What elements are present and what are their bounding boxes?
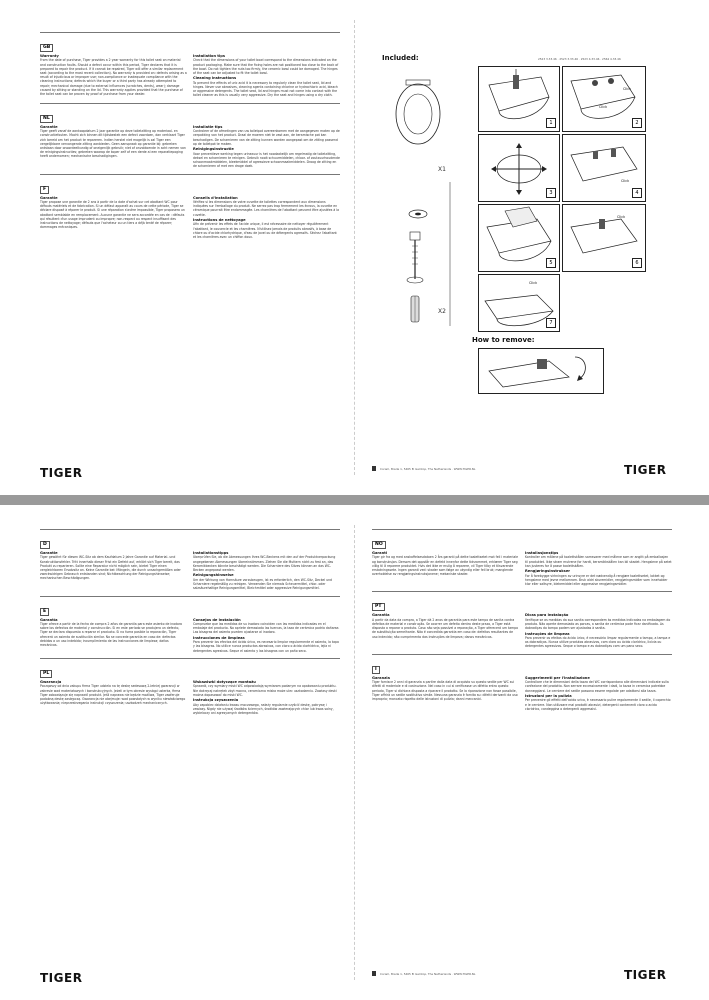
section-heading: Garantie: [40, 195, 58, 200]
language-section-nl: [40, 103, 340, 170]
section-heading: Gwarancja: [40, 680, 62, 685]
click-label: Click: [529, 281, 538, 285]
installation-column: [193, 196, 340, 241]
section-text: Controleer of de afmetingen van uw toiletpot overeenkomen met de aangegeven maten op de verpakking van het product. Draai de moeren niet te vast aan, de keramische pot kan beschadigen. De scharnieren van de zitting kunnen worden aangepast om de zitting passend op de toiletpot te maken.: [193, 129, 340, 146]
language-section-pt: [372, 591, 672, 649]
section-heading: Warranty: [40, 54, 59, 58]
warranty-column: [372, 676, 519, 712]
section-text: Per prevenire gli effetti dell'acido urico, è necessario pulire regolarmente il sedile, il coperchio e le cerniere. Non utilizzare mai prodotti abrasivi, detergenti contenenti cloro o acido cloridrico, candeggina o detergenti aggressivi.: [525, 698, 671, 711]
section-heading: Garantie: [40, 551, 58, 555]
section-text: Sprawdź, czy wymiary miski WC odpowiadają wymiarom podanym na opakowaniu produktu. Nie dokręcaj nakrętek zbyt mocno, ceramiczna miska może ulec uszkodzeniu. Zawiasy deski można dopasować do miski WC.: [193, 684, 337, 697]
section-heading: Rengjøringsinstrukser: [525, 569, 571, 574]
seat-quantity: X1: [438, 166, 446, 173]
text-column-back-right: [372, 529, 672, 959]
section-text: Tiger fornisce 2 anni di garanzia a partire dalla data di acquisto su questo sedile per WC sui difetti di materiale e di costruzione. Nel caso in cui si verificasse un difetto entro questo periodo, Tiger si dichiara disposta a riparare il prodotto. Se la riparazione non fosse possibile, Tiger offrirà un sedile sostitutivo simile. Nessuna garanzia è fornita su: difetti derivanti da uso improprio; mancato rispetto delle istruzioni di pulizia; danni meccanici.: [372, 680, 518, 702]
section-text: From the date of purchase, Tiger provides a 2 year warranty for this toilet seat on material and construction faults. Should a defect occur within this period, Tiger declares that it is prepared to repair the product. If it cannot be repaired, Tiger will offer a similar replacement seat (according to the most recent collection). No warranty is provided on: defects arising as a result of injudicious or improper use; non-compliance or inadequate compliance with the cleaning instructions; defects which the buyer or a third party has already attempted to repair; mechanical damage (due to external influences (scratches, dents), wear); damage caused by sitting or standing on the lid. This warranty applies provided that the purchase of the toilet seat can be proven by proof of purchase from your dealer.: [40, 58, 187, 97]
section-text: Voor preventieve werking tegen urinezuur is het noodzakelijk om regelmatig de toiletzitting, deksel en scharnieren te reinigen. Gebruik nooit schuurmiddelen, chloor- of zoutzuurhoudende schoonmaakmiddelen, bleekmiddel of agressieve schoonmaakmiddelen. Droog de zitting en de scharnieren af met een droge doek.: [193, 151, 340, 169]
language-code: D: [40, 541, 50, 549]
section-heading: Installation tips: [193, 54, 225, 58]
section-heading: Cleaning instructions: [193, 76, 237, 81]
installation-column: [193, 551, 340, 592]
section-text: Tiger propose une garantie de 2 ans à partir de la date d'achat sur cet abattant WC pour défauts matériels et de fabrication. Si un défaut apparaît au cours de cette période, Tiger se déclare disposé à réparer le produit. Si une réparation s'avère impossible, Tiger proposera un abattant semblable en remplacement. Aucune garantie ne sera accordée en cas de : défauts qui résultent d'un usage imprudent ou impropre; non-respect ou respect insuffisant des instructions de nettoyage; défauts que l'acheteur ou un tiers a déjà tenté de réparer; dommages mécaniques.: [40, 200, 185, 230]
fixing-bolt-icon: [407, 232, 423, 283]
section-heading: Installationstipps: [193, 551, 229, 555]
click-label: Click: [617, 215, 626, 219]
section-text: To prevent the effects of uric acid it is necessary to regularly clean the toilet seat, lid and hinges. Never use abrasives, cleaning agents containing chlorine or hydrochloric acid, bleach or aggressive detergents. The toilet seat, lid and hinges must not come into contact with the toilet cleaner as this is usually very aggressive. Dry the seat and hinges using a dry cloth.: [193, 80, 338, 98]
language-code: GB: [40, 44, 53, 52]
step-1-panel: [478, 66, 560, 132]
section-text: Verifique se as medidas da sua sanita correspondem às medidas indicadas na embalagem do produto. Não aperte demasiado as porcas, a sanita de cerâmica pode ficar danificada. As dobradiças do tampo podem ser ajustadas à sanita.: [525, 617, 671, 631]
footer-mark-icon: [372, 466, 376, 471]
language-section-i: [372, 654, 672, 712]
click-label: Click: [621, 179, 630, 183]
instruction-sheet-front: [0, 0, 709, 495]
section-heading: Garanzia: [372, 675, 390, 680]
warranty-column: [40, 618, 187, 654]
tiger-logo: TIGER: [40, 466, 83, 480]
installation-column: [525, 676, 672, 712]
warranty-column: [40, 680, 187, 716]
footer-address: Coram, Brede 1, 5465 Ei Geldrop, The Netherlands · WWW.TIGER.NL: [380, 467, 476, 471]
step-number: 4: [632, 188, 642, 198]
how-to-remove-title: How to remove:: [472, 336, 535, 344]
section-heading: Istruzioni per la pulizia: [525, 694, 572, 699]
step-6-panel: [562, 204, 646, 272]
instruction-sheet-back: [0, 505, 709, 1000]
step-7-panel: [478, 274, 560, 332]
installation-column: [193, 618, 340, 654]
step-number: 5: [546, 258, 556, 268]
step-5-panel: [478, 204, 560, 272]
step-number: 6: [632, 258, 642, 268]
installation-column: [193, 54, 340, 99]
language-code: PL: [40, 670, 52, 678]
installation-column: [525, 551, 672, 587]
section-text: Kontroller om målene på toalettskålen samsvarer med målene som er angitt på emballasjen til produktet. Ikke stram mutrene for hardt, keramikkskålen kan bli skadet. Hengslene på setet kan justeres for å passe toalettskålen.: [525, 555, 672, 568]
section-text: Überprüfen Sie, ob die Abmessungen Ihres WC-Beckens mit den auf der Produktverpackung angegebenen Abmessungen übereinstimmen. Ziehen Sie die Muttern nicht zu fest an, das Keramikbecken könnte beschädigt werden. Die Scharniere des Sitzes können an das WC-Becken angepasst werden.: [193, 555, 336, 573]
section-heading: Garantía: [40, 617, 58, 622]
tiger-logo: TIGER: [624, 463, 667, 477]
text-column-back-left: [40, 529, 340, 959]
section-heading: Instrucciones de limpieza: [193, 635, 245, 640]
section-text: Tiger gewährt für diesen WC-Sitz ab dem Kaufdatum 2 Jahre Garantie auf Material- und Konstruktionsfehler. Tritt innerhalb dieser Frist ein Defekt auf, erklärt sich Tiger bereit, das Produkt zu reparieren. Sollte eine Reparatur nicht möglich sein, bietet Tiger einen vergleichbaren Ersatzsitz an. Keine Garantie bei: Mängeln, die durch unsachgemäßen oder zweckwidrigen Gebrauch entstanden sind; Nichtbeachtung der Reinigungshinweise; mechanischen Beschädigungen.: [40, 555, 181, 581]
section-text: Tiger ofrece a partir de la fecha de compra 2 años de garantía para este asiento de inodoro sobre los defectos de material y construcción. Si en este período se produjera un defecto, Tiger se declara dispuesto a reparar el producto. Si no fuera posible la reparación, Tiger ofrecerá un asiento de sustitución similar. No se concede garantía en caso de: defectos debidos a un uso indebido; incumplimiento de las instrucciones de limpieza; daños mecánicos.: [40, 622, 183, 648]
section-heading: Installasjonstips: [525, 551, 559, 555]
language-section-f: [40, 174, 340, 241]
fold-line: [354, 525, 355, 980]
section-heading: Reinigungshinweise: [193, 573, 234, 578]
warranty-column: [40, 196, 187, 241]
section-heading: Conseils d'installation: [193, 195, 238, 200]
remove-panel: [478, 348, 604, 394]
language-section-d: [40, 529, 340, 592]
step-number: 1: [546, 118, 556, 128]
warranty-column: [40, 551, 187, 592]
language-section-pl: [40, 658, 340, 716]
section-text: A partir da data da compra, a Tiger dá 2 anos de garantia para este tampo de sanita contra defeitos de material e construção. Se ocorrer um defeito dentro deste prazo, a Tiger está disposta a reparar o produto. Caso não seja possível a reparação, a Tiger oferecerá um tampo de substituição semelhante. Não é concedida garantia em caso de: defeitos resultantes de uso indevido; não cumprimento das instruções de limpeza; danos mecânicos.: [372, 617, 519, 639]
included-parts-illustration: [380, 64, 470, 334]
language-code: NL: [40, 115, 53, 123]
section-text: Vérifiez si les dimensions de votre cuvette de toilettes correspondent aux dimensions indiquées sur l'emballage du produit. Ne serrez pas trop fermement les écrous, la cuvette en céramique pourrait être endommagée. Les charnières de l'abattant peuvent être ajustées à la cuvette.: [193, 200, 339, 217]
section-heading: Wskazówki dotyczące montażu: [193, 680, 256, 685]
click-label: Click: [623, 87, 632, 91]
footer-mark-icon: [372, 971, 376, 976]
fixing-washer-icon: [409, 210, 427, 218]
language-code: E: [40, 608, 49, 616]
fold-line: [354, 20, 355, 475]
language-code: I: [372, 666, 380, 674]
step-number: 2: [632, 118, 642, 128]
section-text: Począwszy od dnia zakupu firma Tiger udziela na tę deskę sedesową 2-letniej gwarancji w zakresie wad materiałowych i konstrukcyjnych. Jeżeli w tym okresie wystąpi usterka, firma Tiger zobowiązuje się naprawić produkt. Jeśli naprawa nie będzie możliwa, Tiger zaoferuje podobną deskę zastępczą. Gwarancja nie obejmuje: wad powstałych w wyniku niewłaściwego użytkowania; nieprzestrzegania instrukcji czyszczenia; uszkodzeń mechanicznych.: [40, 684, 186, 706]
tiger-logo: TIGER: [624, 968, 667, 982]
tiger-logo: TIGER: [40, 971, 83, 985]
section-text: Afin de prévenir les effets de l'acide urique, il est nécessaire de nettoyer régulièrement l'abattant, le couvercle et les charnières. N'utilisez jamais de produits abrasifs, à base de chlore ou d'acide chlorhydrique, d'eau de javel ou de détergents agressifs. Séchez l'abattant et les charnières avec un chiffon doux.: [193, 222, 337, 240]
step-4-panel: [562, 134, 646, 202]
section-heading: Instrukcja czyszczenia: [193, 698, 239, 703]
section-text: For å forebygge virkningen av urinsyre er det nødvendig å rengjøre toalettsetet, lokket og hengslene med jevne mellomrom. Bruk aldri skuremidler, rengjøringsmidler som inneholder klor eller saltsyre, blekemiddel eller aggressive rengjøringsmidler.: [525, 573, 668, 587]
language-section-e: [40, 596, 340, 654]
section-text: Para prevenir los efectos del ácido úrico, es necesario limpiar regularmente el asiento, la tapa y las bisagras. No utilice nunca productos abrasivos, con cloro o ácido clorhídrico, lejía ni detergentes agresivos. Seque el asiento y las bisagras con un paño seco.: [193, 640, 339, 653]
section-text: Check that the dimensions of your toilet bowl correspond to the dimensions indicated on the product packaging. Make sure that the fixing holes are not positioned too close to the back of the bowl. Do not tighten the nuts too firmly, the ceramic bowl could be damaged. The hinges of the seat can be adjusted to fit the toilet bowl.: [193, 58, 339, 76]
click-label: Click: [599, 105, 608, 109]
section-text: Aby zapobiec działaniu kwasu moczowego, należy regularnie czyścić deskę, pokrywę i zawiasy. Nigdy nie używaj środków ściernych, środków zawierających chlor lub kwas solny, wybielaczy ani agresywnych detergentów.: [193, 702, 334, 716]
warranty-column: [372, 551, 519, 587]
section-text: Tiger gir fra og med anskaffelsesdatoen 2 års garanti på dette toalettsetet mot feil i materiale og konstruksjon. Dersom det oppstår en defekt innenfor dette tidsrommet, erklærer Tiger seg villig til å reparere produktet. Hvis det ikke er mulig å reparere, vil Tiger tilby et tilsvarende erstatningssete. Ingen garanti ved: skader som følge av ukyndig eller feil bruk; manglende overholdelse av rengjøringsinstruksjonene; mekaniske skader.: [372, 555, 518, 577]
text-column-front: [40, 32, 340, 462]
language-code: NO: [372, 541, 386, 549]
toilet-seat-icon: [396, 80, 440, 144]
section-text: Para prevenir os efeitos do ácido úrico, é necessário limpar regularmente o tampo, a tampa e as dobradiças. Nunca utilize produtos abrasivos, com cloro ou ácido clorídrico, lixívia ou detergentes agressivos. Seque o tampo e as dobradiças com um pano seco.: [525, 636, 671, 649]
language-code: PT: [372, 603, 385, 611]
included-title: Included:: [382, 54, 419, 62]
wall-plug-icon: [411, 296, 419, 322]
section-heading: Installatie tips: [193, 124, 223, 129]
section-heading: Instruções de limpeza: [525, 631, 570, 636]
section-heading: Dicas para instalação: [525, 613, 569, 618]
footer-address: Coram, Brede 1, 5465 Ei Geldrop, The Netherlands · WWW.TIGER.NL: [380, 972, 476, 976]
warranty-column: [40, 54, 187, 99]
included-product-codes: 2523 3.33.46 · 2523 3.33.46 · 2523 4.33.46 · 2564 4.33.46: [538, 57, 621, 61]
section-heading: Instructions de nettoyage: [193, 218, 246, 223]
section-text: Compruebe que las medidas de su inodoro coinciden con las medidas indicadas en el embalaje del producto. No apriete demasiado las tuercas, la taza de cerámica podría dañarse. Las bisagras del asiento pueden ajustarse al inodoro.: [193, 622, 340, 635]
section-heading: Reinigingsinstructie: [193, 147, 234, 152]
language-section-no: [372, 529, 672, 587]
section-text: Controllare che le dimensioni della tazza del WC corrispondano alle dimensioni indicate sulla confezione del prodotto. Non serrare eccessivamente i dadi, la tazza in ceramica potrebbe danneggiarsi. Le cerniere del sedile possono essere regolate per adattarsi alla tazza.: [525, 680, 669, 693]
fixing-quantity: X2: [438, 308, 446, 315]
section-text: Tiger geeft vanaf de aankoopdatum 2 jaar garantie op deze toiletzitting op materiaal- en constructiefouten. Mocht zich binnen dit tijdsbestek een defect voordoen, dan verklaart Tiger zich bereid om het product te repareren. Indien herstel niet mogelijk is zal Tiger een vergelijkbare vervangende zitting aanbieden. Geen aanspraak op garantie bij: gebreken ontstaan door onoordeelkundig of oneigenlijk gebruik; niet of onvoldoende in acht nemen van de reinigingsinstructies; gebreken waarop de koper zelf of een derde al een reparatiepoging heeft ondernomen; mechanische beschadigingen.: [40, 129, 186, 159]
step-number: 3: [546, 188, 556, 198]
section-text: Um der Wirkung von Harnsäure vorzubeugen, ist es erforderlich, den WC-Sitz, Deckel und Scharniere regelmäßig zu reinigen. Verwenden Sie niemals Scheuermittel, chlor- oder salzsäurehaltige Reinigungsmittel, Bleichmittel oder aggressive Reinigungsmittel.: [193, 577, 333, 591]
step-3-panel: [478, 134, 560, 202]
installation-column: [193, 125, 340, 170]
language-section-gb: [40, 32, 340, 99]
warranty-column: [372, 613, 519, 649]
section-heading: Consejos de instalación: [193, 617, 241, 622]
step-number: 7: [546, 318, 556, 328]
section-heading: Suggerimenti per l'installazione: [525, 675, 590, 680]
step-2-panel: [562, 66, 646, 132]
section-heading: Garantie: [40, 124, 58, 129]
installation-column: [193, 680, 340, 716]
installation-column: [525, 613, 672, 649]
section-heading: Garantia: [372, 613, 390, 618]
language-code: F: [40, 186, 49, 194]
warranty-column: [40, 125, 187, 170]
section-heading: Garanti: [372, 551, 388, 555]
